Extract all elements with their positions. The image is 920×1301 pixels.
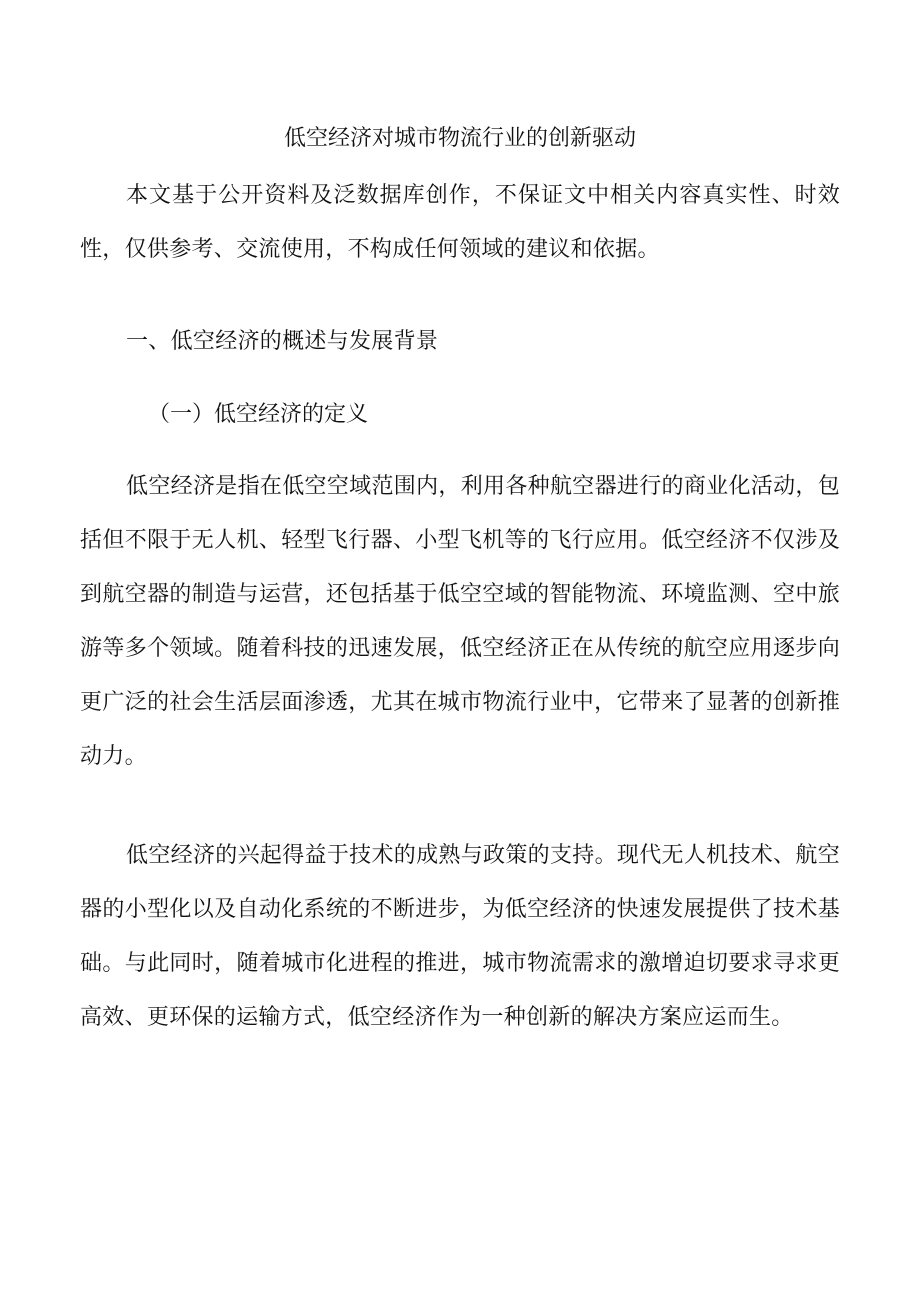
document-title: 低空经济对城市物流行业的创新驱动: [283, 126, 636, 151]
section-heading: 一、低空经济的概述与发展背景: [126, 329, 439, 354]
disclaimer-paragraph: 本文基于公开资料及泛数据库创作，不保证文中相关内容真实性、时效性，仅供参考、交流使用，不构成任何领域的建议和依据。: [80, 183, 840, 262]
subsection-heading: （一）低空经济的定义: [148, 402, 369, 427]
body-paragraph-1: 低空经济是指在低空空域范围内，利用各种航空器进行的商业化活动，包括但不限于无人机、轻型飞行器、小型飞机等的飞行应用。低空经济不仅涉及到航空器的制造与运营，还包括基于低空空域的智能物流、环境监测、空中旅游等多个领域。随着科技的迅速发展，低空经济正在从传统的航空应用逐步向更广泛的社会生活层面渗透，尤其在城市物流行业中，它带来了显著的创新推动力。: [80, 474, 840, 769]
body-paragraph-2: 低空经济的兴起得益于技术的成熟与政策的支持。现代无人机技术、航空器的小型化以及自动化系统的不断进步，为低空经济的快速发展提供了技术基础。与此同时，随着城市化进程的推进，城市物流需求的激增迫切要求寻求更高效、更环保的运输方式，低空经济作为一种创新的解决方案应运而生。: [80, 843, 840, 1030]
